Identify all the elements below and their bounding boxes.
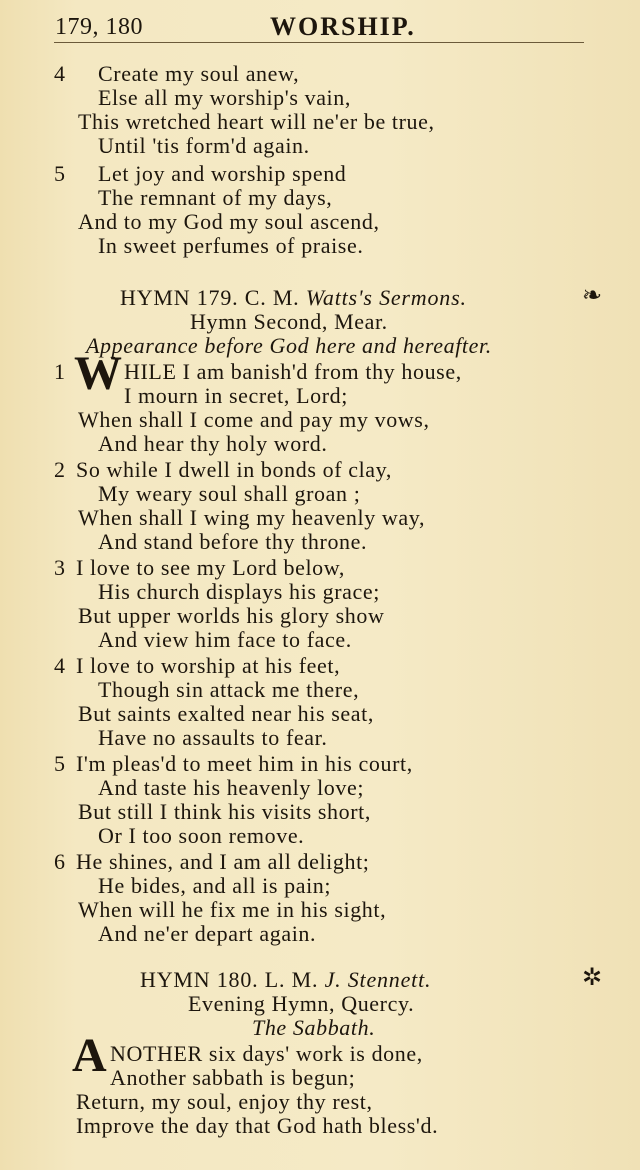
verse-line: But saints exalted near his seat, [78,701,374,726]
drop-cap: A [72,1029,107,1082]
verse-line: My weary soul shall groan ; [98,481,361,506]
printer-ornament-icon: ❧ [582,283,603,309]
verse-number: 5 [54,161,65,186]
verse-number: 6 [54,849,65,874]
hymn-subject: Appearance before God here and hereafter. [86,333,492,358]
verse-line: And view him face to face. [98,627,352,652]
header-rule [54,42,584,43]
verse-line: Or I too soon remove. [98,823,305,848]
verse-line: And ne'er depart again. [98,921,317,946]
verse-number: 3 [54,555,65,580]
verse-line: I mourn in secret, Lord; [124,383,348,408]
page-header [0,10,640,44]
hymn-label: HYMN 180. [140,967,259,992]
verse-line: And to my God my soul ascend, [78,209,380,234]
running-head: WORSHIP. [270,12,416,41]
hymn-meter: C. M. [244,285,300,310]
verse-line: When shall I come and pay my vows, [78,407,430,432]
verse-line: I love to see my Lord below, [76,555,345,580]
hymn-179-title [120,286,467,310]
page-number: 179, 180 [55,14,143,40]
hymn-tune: Hymn Second, Mear. [190,309,388,334]
hymn-label: HYMN 179. [120,285,239,310]
verse-line: When shall I wing my heavenly way, [78,505,426,530]
hymn-author: Watts's Sermons. [305,285,467,310]
verse-line: So while I dwell in bonds of clay, [76,457,392,482]
verse-number: 4 [54,653,65,678]
verse-line: Return, my soul, enjoy thy rest, [76,1089,373,1114]
verse-line: NOTHER six days' work is done, [110,1041,423,1066]
verse-line: HILE I am banish'd from thy house, [124,359,462,384]
verse-line: When will he fix me in his sight, [78,897,387,922]
verse-number: 4 [54,61,65,86]
verse-number: 2 [54,457,65,482]
verse-line: And stand before thy throne. [98,529,368,554]
verse-line: Though sin attack me there, [98,677,360,702]
verse-line: In sweet perfumes of praise. [98,233,364,258]
verse-line: Have no assaults to fear. [98,725,328,750]
verse-line: Let joy and worship spend [98,161,347,186]
verse-line: And hear thy holy word. [98,431,328,456]
hymn-subject: The Sabbath. [252,1015,376,1040]
hymn-author: J. Stennett. [324,967,432,992]
verse-line: But upper worlds his glory show [78,603,385,628]
printer-ornament-icon: ✲ [582,965,603,991]
verse-number: 5 [54,751,65,776]
verse-line: The remnant of my days, [98,185,333,210]
verse-line: Another sabbath is begun; [110,1065,356,1090]
verse-line: His church displays his grace; [98,579,380,604]
drop-cap: W [74,347,122,400]
verse-line: But still I think his visits short, [78,799,371,824]
verse-line: He bides, and all is pain; [98,873,332,898]
verse-line: He shines, and I am all delight; [76,849,370,874]
verse-line: Else all my worship's vain, [98,85,351,110]
verse-line: Improve the day that God hath bless'd. [76,1113,439,1138]
verse-line: I love to worship at his feet, [76,653,341,678]
verse-line: Create my soul anew, [98,61,300,86]
verse-line: This wretched heart will ne'er be true, [78,109,435,134]
hymn-180-title [140,968,431,992]
verse-line: Until 'tis form'd again. [98,133,310,158]
hymn-tune: Evening Hymn, Quercy. [188,991,415,1016]
hymn-meter: L. M. [264,967,319,992]
verse-line: I'm pleas'd to meet him in his court, [76,751,413,776]
verse-line: And taste his heavenly love; [98,775,365,800]
verse-number: 1 [54,359,65,384]
